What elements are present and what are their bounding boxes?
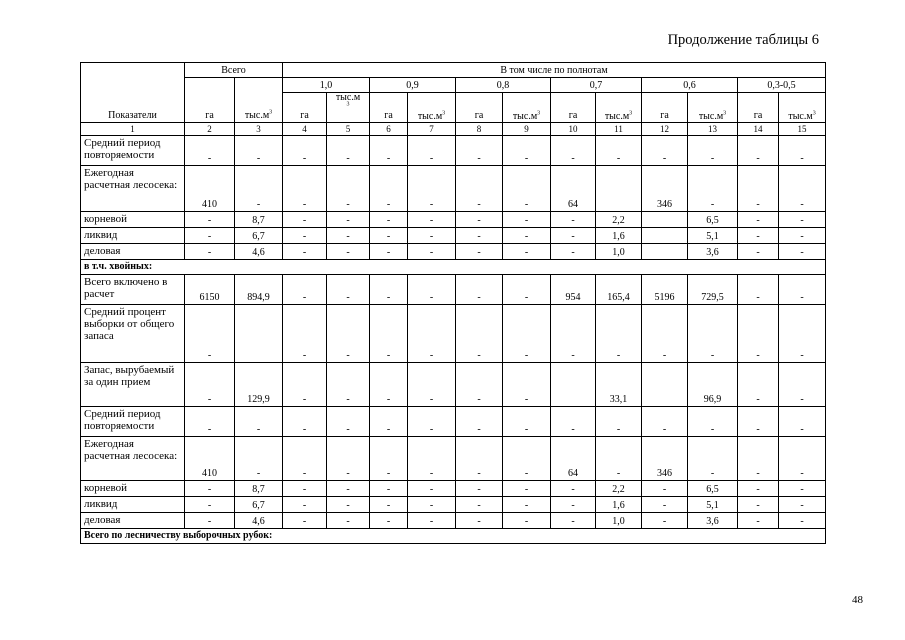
table-cell: - <box>688 305 738 363</box>
table-cell: - <box>738 212 779 228</box>
unit-superscript: 3 <box>812 110 816 117</box>
table-cell: - <box>370 513 408 529</box>
table-cell: 165,4 <box>596 275 642 305</box>
table-cell: - <box>779 228 826 244</box>
table-cell: - <box>642 136 688 166</box>
table-cell: - <box>503 513 551 529</box>
unit-m3 <box>503 93 551 123</box>
table-cell: - <box>551 244 596 260</box>
table-cell: - <box>408 166 456 212</box>
table-cell: - <box>456 513 503 529</box>
table-cell: - <box>688 437 738 481</box>
table-cell: 6150 <box>185 275 235 305</box>
table-cell: - <box>408 275 456 305</box>
table-row <box>81 481 826 497</box>
table-cell: - <box>503 407 551 437</box>
row-label: корневой <box>81 212 185 228</box>
table-cell: - <box>642 305 688 363</box>
table-cell: 5,1 <box>688 497 738 513</box>
table-cell: 410 <box>185 166 235 212</box>
table-cell <box>596 166 642 212</box>
table-cell: - <box>185 497 235 513</box>
density-header: 0,8 <box>456 78 551 93</box>
table-row <box>81 166 826 212</box>
table-cell: 3,6 <box>688 244 738 260</box>
table-cell: - <box>551 228 596 244</box>
table-cell: - <box>235 166 283 212</box>
table-row <box>81 513 826 529</box>
table-cell: 954 <box>551 275 596 305</box>
table-cell <box>551 363 596 407</box>
table-cell: - <box>370 166 408 212</box>
table-cell: - <box>596 437 642 481</box>
column-number: 2 <box>185 123 235 136</box>
table-cell: - <box>456 212 503 228</box>
table-cell: - <box>327 166 370 212</box>
unit-superscript: 3 <box>442 110 446 117</box>
table-cell: - <box>283 481 327 497</box>
table-cell: - <box>283 228 327 244</box>
table-cell: - <box>779 363 826 407</box>
table-cell: - <box>327 497 370 513</box>
table-cell: - <box>235 407 283 437</box>
table-cell: - <box>503 481 551 497</box>
table-cell: - <box>779 513 826 529</box>
table-cell: 2,2 <box>596 212 642 228</box>
table-cell <box>235 305 283 363</box>
table-cell: - <box>370 136 408 166</box>
table-cell: - <box>185 513 235 529</box>
table-cell: - <box>779 437 826 481</box>
table-cell: - <box>283 437 327 481</box>
table-cell: - <box>551 407 596 437</box>
table-cell: 1,6 <box>596 228 642 244</box>
table-cell: 1,6 <box>596 497 642 513</box>
unit-text: тыс.м <box>698 111 724 122</box>
header-indicators: Показатели <box>81 63 185 123</box>
table-cell: 2,2 <box>596 481 642 497</box>
row-label: ликвид <box>81 497 185 513</box>
table-cell: - <box>408 437 456 481</box>
table-cell: 729,5 <box>688 275 738 305</box>
table-row <box>81 437 826 481</box>
column-number: 6 <box>370 123 408 136</box>
column-number: 12 <box>642 123 688 136</box>
column-number: 13 <box>688 123 738 136</box>
table-cell: - <box>779 407 826 437</box>
table-cell: 894,9 <box>235 275 283 305</box>
section-row <box>81 260 826 275</box>
table-cell: - <box>235 437 283 481</box>
table-cell: - <box>779 497 826 513</box>
unit-ha: га <box>738 93 779 123</box>
table-cell: - <box>551 305 596 363</box>
unit-text: тыс.м <box>604 111 630 122</box>
table-cell: - <box>327 244 370 260</box>
table-cell: - <box>596 407 642 437</box>
row-label: Ежегодная расчетная лесосека: <box>81 166 185 212</box>
unit-ha: га <box>283 93 327 123</box>
row-label: деловая <box>81 244 185 260</box>
table-cell: - <box>408 244 456 260</box>
table-cell: - <box>642 513 688 529</box>
table-cell: 5196 <box>642 275 688 305</box>
table-cell: - <box>185 228 235 244</box>
table-cell: - <box>185 244 235 260</box>
table-cell: 64 <box>551 166 596 212</box>
table-cell: - <box>370 244 408 260</box>
column-number: 5 <box>327 123 370 136</box>
table-cell: - <box>370 437 408 481</box>
density-header: 0,3-0,5 <box>738 78 826 93</box>
forestry-table <box>80 62 826 544</box>
table-cell: 64 <box>551 437 596 481</box>
table-cell: - <box>456 305 503 363</box>
table-cell: - <box>503 136 551 166</box>
table-cell: - <box>642 497 688 513</box>
table-cell: - <box>738 363 779 407</box>
table-cell: - <box>503 305 551 363</box>
table-cell: - <box>370 497 408 513</box>
table-row <box>81 275 826 305</box>
column-number: 8 <box>456 123 503 136</box>
table-cell: - <box>408 481 456 497</box>
table-cell: - <box>738 166 779 212</box>
table-cell: - <box>327 136 370 166</box>
table-row <box>81 497 826 513</box>
table-cell: - <box>283 305 327 363</box>
unit-m3 <box>779 93 826 123</box>
column-number: 4 <box>283 123 327 136</box>
table-cell: - <box>642 481 688 497</box>
table-cell: 96,9 <box>688 363 738 407</box>
density-header: 1,0 <box>283 78 370 93</box>
unit-text-split: тыс.м <box>335 92 361 103</box>
table-cell: - <box>551 212 596 228</box>
table-cell: 4,6 <box>235 513 283 529</box>
column-number: 3 <box>235 123 283 136</box>
table-cell: - <box>283 497 327 513</box>
unit-m3 <box>688 93 738 123</box>
table-cell: - <box>551 481 596 497</box>
table-cell <box>642 228 688 244</box>
table-cell: - <box>283 166 327 212</box>
column-number: 9 <box>503 123 551 136</box>
unit-superscript: 3 <box>629 110 633 117</box>
unit-text: тыс.м <box>244 110 270 121</box>
table-cell: - <box>408 136 456 166</box>
table-row <box>81 136 826 166</box>
total-unit-m3 <box>235 78 283 123</box>
density-header: 0,9 <box>370 78 456 93</box>
table-row <box>81 407 826 437</box>
unit-superscript: 3 <box>537 110 541 117</box>
table-cell: - <box>503 437 551 481</box>
table-cell: - <box>185 481 235 497</box>
table-cell: - <box>738 136 779 166</box>
row-label: Средний процент выборки от общего запаса <box>81 305 185 363</box>
table-cell: - <box>551 136 596 166</box>
unit-m3 <box>596 93 642 123</box>
table-cell: - <box>503 363 551 407</box>
row-label: Средний период повторяемости <box>81 136 185 166</box>
table-caption: Продолжение таблицы 6 <box>667 32 819 48</box>
table-cell: - <box>551 513 596 529</box>
column-number: 11 <box>596 123 642 136</box>
section-row <box>81 529 826 544</box>
table-cell: - <box>503 244 551 260</box>
table-cell: - <box>408 212 456 228</box>
unit-ha: га <box>370 93 408 123</box>
table-cell: - <box>688 136 738 166</box>
table-cell: - <box>456 136 503 166</box>
table-cell: - <box>456 363 503 407</box>
table-cell: - <box>408 513 456 529</box>
table-cell: 8,7 <box>235 212 283 228</box>
unit-text: тыс.м <box>512 111 538 122</box>
table-cell: - <box>327 513 370 529</box>
table-cell: - <box>283 513 327 529</box>
unit-superscript: 3 <box>269 109 273 116</box>
column-number: 1 <box>81 123 185 136</box>
table-cell <box>642 212 688 228</box>
unit-text: тыс.м <box>417 111 443 122</box>
table-cell: - <box>551 497 596 513</box>
table-cell: - <box>779 481 826 497</box>
table-row <box>81 244 826 260</box>
header-including-density: В том числе по полнотам <box>283 63 826 78</box>
row-label: Запас, вырубаемый за один прием <box>81 363 185 407</box>
table-cell: - <box>456 275 503 305</box>
table-cell: - <box>456 437 503 481</box>
unit-text: тыс.м <box>788 111 813 122</box>
table-cell: - <box>408 228 456 244</box>
table-cell: 33,1 <box>596 363 642 407</box>
table-row <box>81 305 826 363</box>
table-cell: - <box>283 212 327 228</box>
table-cell: - <box>456 407 503 437</box>
table-cell: 5,1 <box>688 228 738 244</box>
table-cell: - <box>327 305 370 363</box>
column-number: 7 <box>408 123 456 136</box>
table-row <box>81 228 826 244</box>
table-cell: - <box>370 407 408 437</box>
table-cell: - <box>738 497 779 513</box>
table-cell: 1,0 <box>596 244 642 260</box>
table-cell: - <box>503 212 551 228</box>
column-number: 14 <box>738 123 779 136</box>
unit-superscript: 3 <box>723 110 727 117</box>
row-label: корневой <box>81 481 185 497</box>
table-cell: - <box>456 228 503 244</box>
table-cell: - <box>738 275 779 305</box>
table-cell: - <box>283 275 327 305</box>
table-cell: - <box>283 244 327 260</box>
table-cell: - <box>456 244 503 260</box>
table-cell: - <box>327 228 370 244</box>
table-cell: - <box>283 136 327 166</box>
table-cell: - <box>779 166 826 212</box>
table-cell: - <box>738 407 779 437</box>
table-cell: - <box>408 407 456 437</box>
unit-ha: га <box>456 93 503 123</box>
row-label: ликвид <box>81 228 185 244</box>
table-cell: - <box>408 305 456 363</box>
row-label: Ежегодная расчетная лесосека: <box>81 437 185 481</box>
unit-ha: га <box>551 93 596 123</box>
header-total: Всего <box>185 63 283 78</box>
table-cell: - <box>688 407 738 437</box>
table-cell: - <box>456 166 503 212</box>
table-cell: - <box>235 136 283 166</box>
table-cell <box>642 363 688 407</box>
density-header: 0,7 <box>551 78 642 93</box>
table-cell: - <box>185 305 235 363</box>
table-cell: - <box>370 363 408 407</box>
table-cell: - <box>738 513 779 529</box>
table-cell: - <box>185 136 235 166</box>
table-cell: - <box>738 437 779 481</box>
table-cell: - <box>370 275 408 305</box>
column-number: 15 <box>779 123 826 136</box>
table-row <box>81 363 826 407</box>
table-cell <box>642 244 688 260</box>
table-cell: - <box>327 363 370 407</box>
table-cell: - <box>283 407 327 437</box>
section-conifers: в т.ч. хвойных: <box>81 260 826 275</box>
table-cell: - <box>327 481 370 497</box>
table-cell: - <box>738 481 779 497</box>
table-cell: - <box>370 212 408 228</box>
row-label: Всего включено в расчет <box>81 275 185 305</box>
table-cell: - <box>779 244 826 260</box>
table-cell: - <box>408 497 456 513</box>
unit-m3 <box>408 93 456 123</box>
table-cell: - <box>503 275 551 305</box>
table-cell: 6,5 <box>688 481 738 497</box>
table-cell: 6,5 <box>688 212 738 228</box>
table-cell: 4,6 <box>235 244 283 260</box>
table-cell: - <box>327 275 370 305</box>
table-cell: - <box>185 407 235 437</box>
table-cell: 410 <box>185 437 235 481</box>
table-cell: 346 <box>642 437 688 481</box>
table-cell: - <box>779 305 826 363</box>
table-cell: - <box>185 363 235 407</box>
table-cell: - <box>779 275 826 305</box>
unit-ha: га <box>642 93 688 123</box>
table-cell: 3,6 <box>688 513 738 529</box>
table-cell: - <box>370 481 408 497</box>
row-label: деловая <box>81 513 185 529</box>
table-cell: 6,7 <box>235 497 283 513</box>
table-cell: - <box>738 244 779 260</box>
table-cell: - <box>370 305 408 363</box>
table-cell: - <box>503 497 551 513</box>
table-cell: - <box>596 305 642 363</box>
table-cell: 6,7 <box>235 228 283 244</box>
table-cell: - <box>738 228 779 244</box>
page-number: 48 <box>852 594 863 606</box>
table-cell: - <box>779 136 826 166</box>
table-cell: 1,0 <box>596 513 642 529</box>
table-cell: - <box>688 166 738 212</box>
unit-m3 <box>327 93 370 123</box>
table-cell: - <box>596 136 642 166</box>
table-cell: - <box>327 407 370 437</box>
total-unit-ha: га <box>185 78 235 123</box>
table-cell: - <box>642 407 688 437</box>
table-cell: - <box>408 363 456 407</box>
section-total-selective: Всего по лесничеству выборочных рубок: <box>81 529 826 544</box>
table-cell: - <box>738 305 779 363</box>
table-cell: 8,7 <box>235 481 283 497</box>
column-number: 10 <box>551 123 596 136</box>
table-cell: - <box>456 481 503 497</box>
table-cell: - <box>327 212 370 228</box>
density-header: 0,6 <box>642 78 738 93</box>
table-cell: - <box>185 212 235 228</box>
table-cell: - <box>503 166 551 212</box>
table-cell: - <box>503 228 551 244</box>
table-cell: - <box>456 497 503 513</box>
table-cell: - <box>283 363 327 407</box>
table-row <box>81 212 826 228</box>
table-cell: 129,9 <box>235 363 283 407</box>
row-label: Средний период повторяемости <box>81 407 185 437</box>
unit-superscript: 3 <box>346 101 350 108</box>
table-cell: - <box>370 228 408 244</box>
table-cell: - <box>779 212 826 228</box>
table-cell: - <box>327 437 370 481</box>
table-cell: 346 <box>642 166 688 212</box>
